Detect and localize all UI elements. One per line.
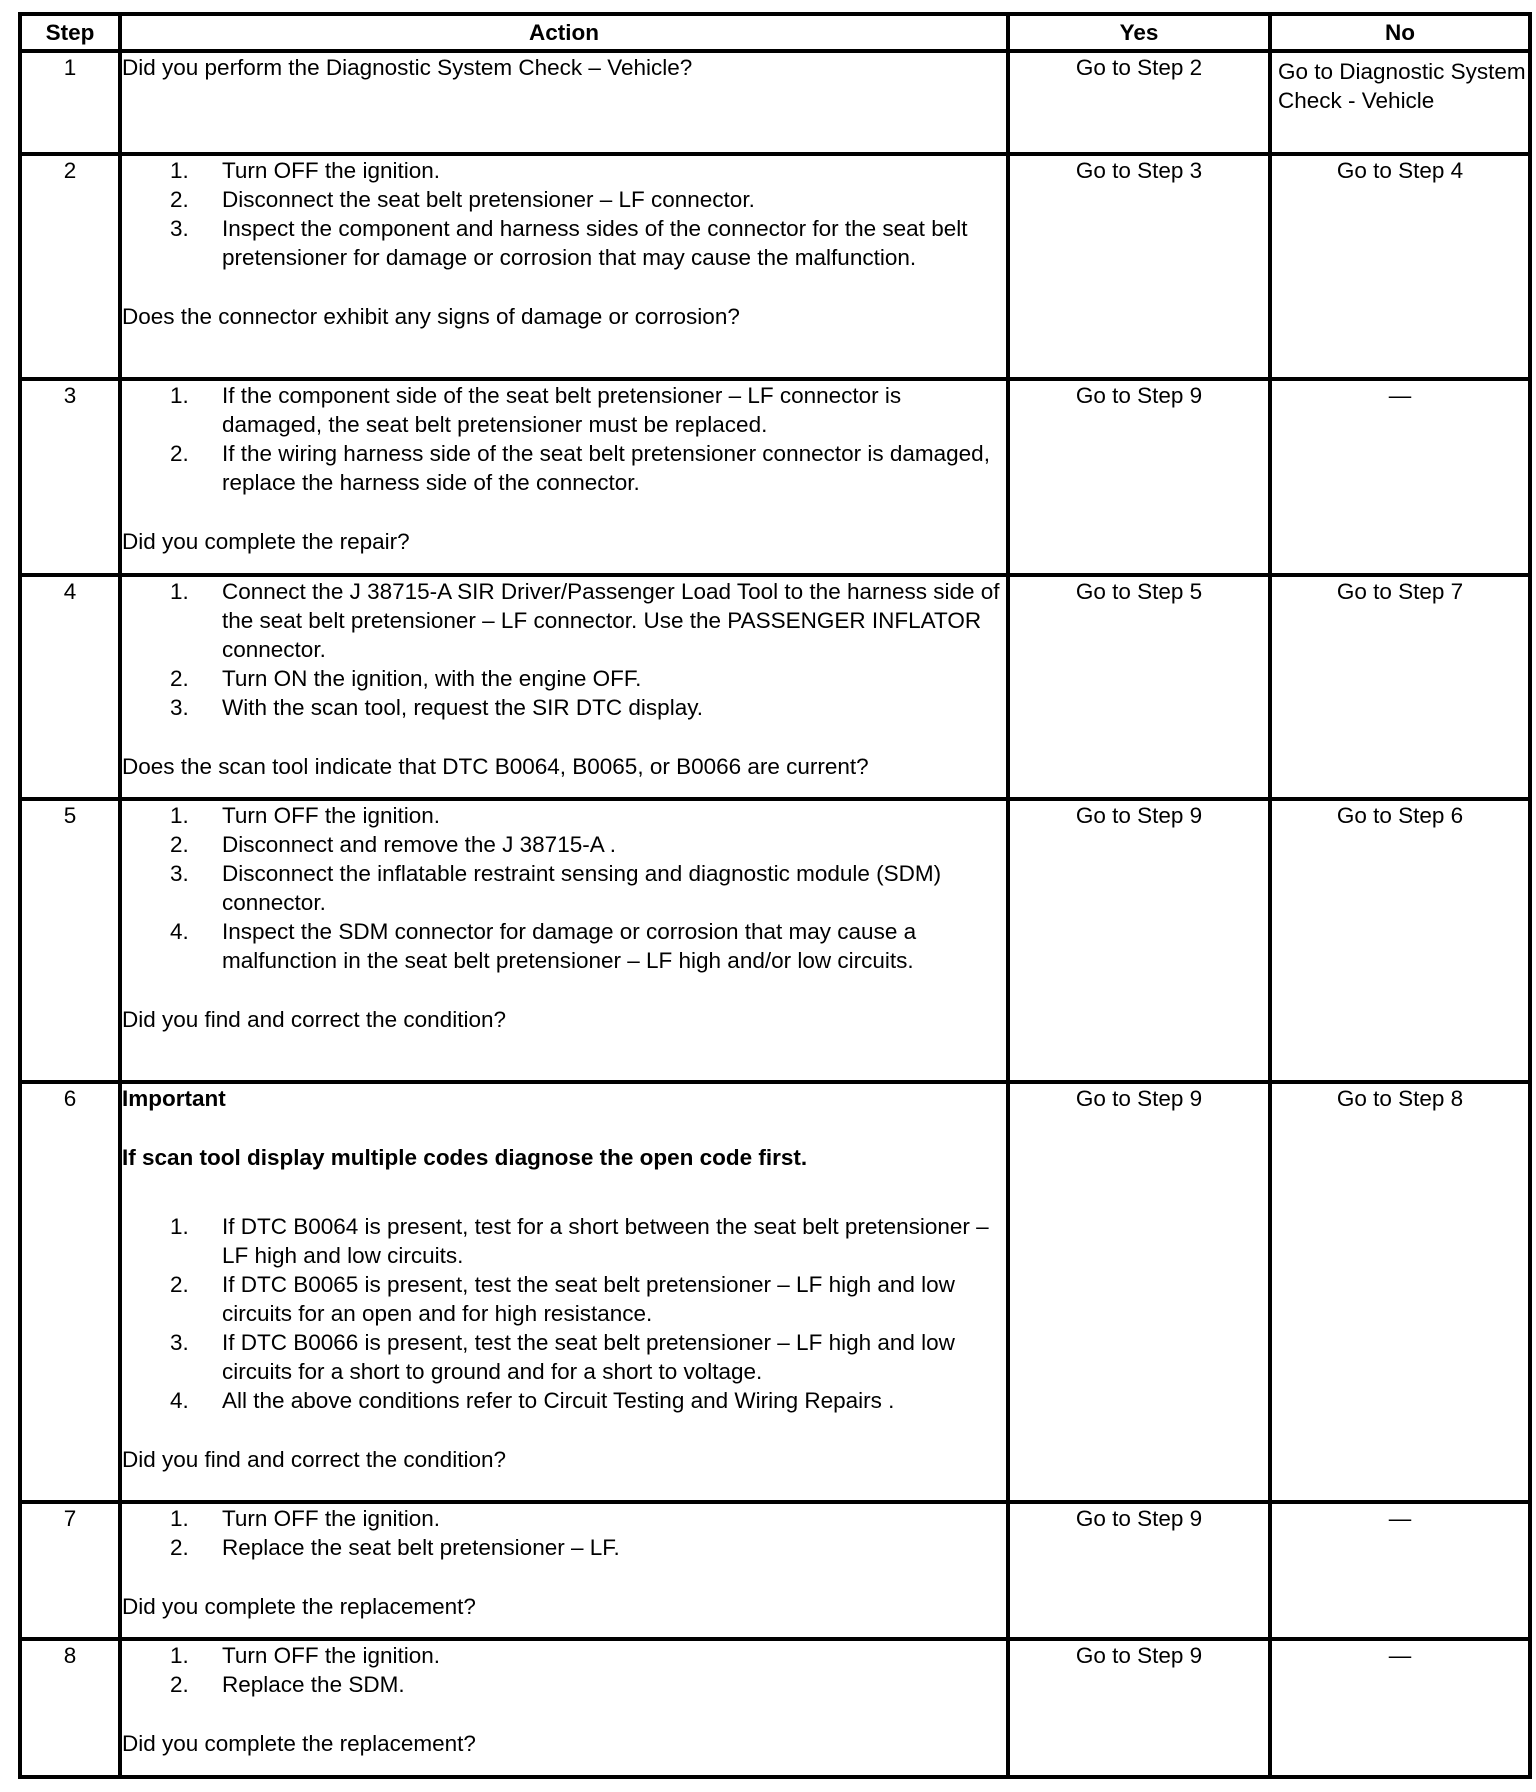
table-row	[20, 1639, 1530, 1777]
list-item: 2. If the wiring harness side of the seat belt pretensioner connector is damaged, replace the harness side of the connector.	[170, 441, 990, 495]
list-item: 1. If DTC B0064 is present, test for a short between the seat belt pretensioner – LF high and low circuits.	[170, 1214, 989, 1268]
step-number: 7	[20, 1502, 120, 1639]
step-number: 2	[20, 154, 120, 379]
step-question: Did you perform the Diagnostic System Check – Vehicle?	[122, 55, 693, 80]
table-row	[20, 379, 1530, 575]
table-row	[20, 575, 1530, 799]
list-item: 1. If the component side of the seat belt pretensioner – LF connector is damaged, the seat belt pretensioner must be replaced.	[170, 383, 902, 437]
list-item: 1. Turn OFF the ignition.	[170, 158, 441, 183]
action-cell	[120, 575, 1008, 799]
step-number: 5	[20, 799, 120, 1082]
table-row	[20, 154, 1530, 379]
action-cell	[120, 51, 1008, 154]
step-number: 8	[20, 1639, 120, 1777]
instruction-list	[122, 156, 1006, 272]
list-item: 2. Replace the SDM.	[170, 1672, 405, 1697]
list-item: 3. With the scan tool, request the SIR DTC display.	[170, 695, 704, 720]
instruction-list	[122, 1641, 1006, 1699]
important-note: If scan tool display multiple codes diagnose the open code first.	[122, 1145, 808, 1170]
step-number: 3	[20, 379, 120, 575]
no-cell[interactable]: Go to Diagnostic System Check - Vehicle	[1270, 51, 1530, 154]
instruction-list	[122, 577, 1006, 722]
yes-cell[interactable]: Go to Step 5	[1008, 575, 1270, 799]
diagnostic-table	[18, 12, 1532, 1779]
step-number: 1	[20, 51, 120, 154]
action-cell	[120, 154, 1008, 379]
yes-cell[interactable]: Go to Step 9	[1008, 1502, 1270, 1639]
step-question: Did you find and correct the condition?	[122, 1447, 506, 1472]
list-item: 3. Inspect the component and harness sides of the connector for the seat belt pretensioner for damage or corrosion that may cause the malfunction.	[170, 216, 968, 270]
list-item: 2. Turn ON the ignition, with the engine OFF.	[170, 666, 642, 691]
list-item: 4. Inspect the SDM connector for damage or corrosion that may cause a malfunction in the seat belt pretensioner – LF high and/or low circuits.	[170, 919, 917, 973]
instruction-list	[122, 801, 1006, 975]
step-question: Does the connector exhibit any signs of damage or corrosion?	[122, 304, 740, 329]
step-question: Did you find and correct the condition?	[122, 1007, 506, 1032]
table-row	[20, 51, 1530, 154]
no-cell: —	[1270, 1639, 1530, 1777]
yes-cell[interactable]: Go to Step 9	[1008, 1639, 1270, 1777]
action-cell	[120, 379, 1008, 575]
table-row	[20, 1502, 1530, 1639]
table-row	[20, 799, 1530, 1082]
yes-cell[interactable]: Go to Step 9	[1008, 1082, 1270, 1502]
instruction-list	[122, 1504, 1006, 1562]
list-item: 2. Disconnect and remove the J 38715-A .	[170, 832, 616, 857]
list-item: 2. Replace the seat belt pretensioner – LF.	[170, 1535, 620, 1560]
instruction-list	[122, 381, 1006, 497]
yes-cell[interactable]: Go to Step 3	[1008, 154, 1270, 379]
step-question: Did you complete the replacement?	[122, 1731, 476, 1756]
step-number: 4	[20, 575, 120, 799]
no-cell[interactable]: Go to Step 6	[1270, 799, 1530, 1082]
header-row	[20, 14, 1530, 51]
action-cell	[120, 799, 1008, 1082]
list-item: 2. Disconnect the seat belt pretensioner – LF connector.	[170, 187, 755, 212]
step-question: Did you complete the repair?	[122, 529, 410, 554]
instruction-list	[122, 1212, 1006, 1415]
yes-cell[interactable]: Go to Step 9	[1008, 799, 1270, 1082]
yes-cell[interactable]: Go to Step 2	[1008, 51, 1270, 154]
action-cell	[120, 1639, 1008, 1777]
header-no: No	[1270, 14, 1530, 51]
yes-cell[interactable]: Go to Step 9	[1008, 379, 1270, 575]
list-item: 1. Turn OFF the ignition.	[170, 1506, 441, 1531]
header-step: Step	[20, 14, 120, 51]
list-item: 2. If DTC B0065 is present, test the seat belt pretensioner – LF high and low circuits for an open and for high resistance.	[170, 1272, 955, 1326]
list-item: 1. Connect the J 38715-A SIR Driver/Passenger Load Tool to the harness side of the seat belt pretensioner – LF connector. Use the PASSENGER INFLATOR connector.	[170, 579, 1000, 662]
list-item: 4. All the above conditions refer to Circuit Testing and Wiring Repairs .	[170, 1388, 895, 1413]
action-cell	[120, 1502, 1008, 1639]
action-cell	[120, 1082, 1008, 1502]
header-yes: Yes	[1008, 14, 1270, 51]
table-row	[20, 1082, 1530, 1502]
header-action: Action	[120, 14, 1008, 51]
step-question: Does the scan tool indicate that DTC B0064, B0065, or B0066 are current?	[122, 754, 869, 779]
no-cell: —	[1270, 1502, 1530, 1639]
important-title: Important	[122, 1086, 226, 1111]
step-question: Did you complete the replacement?	[122, 1594, 476, 1619]
list-item: 1. Turn OFF the ignition.	[170, 1643, 441, 1668]
list-item: 1. Turn OFF the ignition.	[170, 803, 441, 828]
no-cell: —	[1270, 379, 1530, 575]
list-item: 3. If DTC B0066 is present, test the seat belt pretensioner – LF high and low circuits for a short to ground and for a short to voltage.	[170, 1330, 955, 1384]
no-cell[interactable]: Go to Step 7	[1270, 575, 1530, 799]
no-cell[interactable]: Go to Step 8	[1270, 1082, 1530, 1502]
no-cell[interactable]: Go to Step 4	[1270, 154, 1530, 379]
step-number: 6	[20, 1082, 120, 1502]
list-item: 3. Disconnect the inflatable restraint sensing and diagnostic module (SDM) connector.	[170, 861, 942, 915]
